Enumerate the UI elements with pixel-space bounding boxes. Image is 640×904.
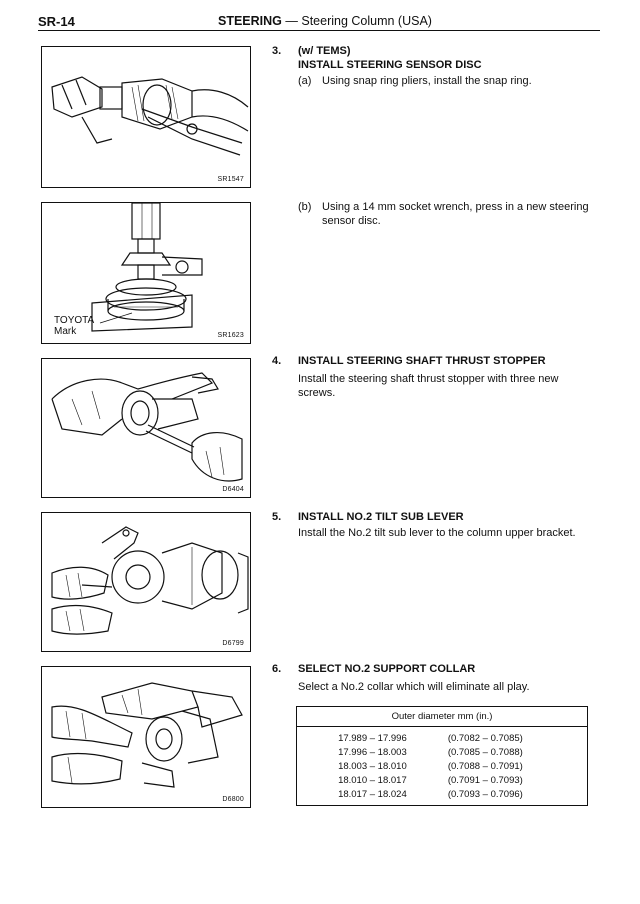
figure-thrust-stopper xyxy=(41,358,251,498)
tilt-sub-lever-illustration xyxy=(42,513,250,651)
substep-text: Using a 14 mm socket wrench, press in a new steering sensor disc. xyxy=(322,201,589,227)
figure-snap-ring-pliers xyxy=(41,46,251,188)
table-row xyxy=(297,746,588,760)
step-6 xyxy=(272,662,602,696)
table-row xyxy=(297,760,588,774)
section-title xyxy=(218,14,432,28)
toyota-mark-callout xyxy=(54,315,94,337)
table-header: Outer diameter mm (in.) xyxy=(297,707,588,727)
substep-label: (a) xyxy=(298,75,312,87)
outer-diameter-in: (0.7082 – 0.7085) xyxy=(447,733,523,744)
thrust-stopper-illustration xyxy=(42,359,250,497)
callout-line-1: TOYOTA xyxy=(54,315,95,326)
step-3b xyxy=(272,200,602,234)
step-body: Install the No.2 tilt sub lever to the column upper bracket. xyxy=(298,527,576,539)
substep-text: Using snap ring pliers, install the snap ring. xyxy=(322,75,532,87)
outer-diameter-in: (0.7091 – 0.7093) xyxy=(447,775,523,786)
step-5 xyxy=(272,510,602,544)
table-row xyxy=(297,788,588,806)
page-code: SR-14 xyxy=(38,14,75,29)
support-collar-illustration xyxy=(42,667,250,807)
figure-code: D6799 xyxy=(222,640,244,647)
outer-diameter-mm: 17.989 – 17.996 xyxy=(338,733,407,744)
section-title-rest: — Steering Column (USA) xyxy=(281,14,432,28)
outer-diameter-in: (0.7085 – 0.7088) xyxy=(447,747,523,758)
step-number: 3. xyxy=(272,45,282,57)
outer-diameter-in: (0.7088 – 0.7091) xyxy=(447,761,523,772)
outer-diameter-in: (0.7093 – 0.7096) xyxy=(447,789,523,800)
table-row xyxy=(297,727,588,746)
snap-ring-illustration xyxy=(42,47,250,187)
figure-code: D6404 xyxy=(222,486,244,493)
callout-line-2: Mark xyxy=(54,326,77,337)
figure-sensor-disc-press xyxy=(41,202,251,344)
step-number: 5. xyxy=(272,511,282,523)
step-title: SELECT NO.2 SUPPORT COLLAR xyxy=(298,663,476,675)
figure-tilt-sub-lever xyxy=(41,512,251,652)
figure-code: SR1623 xyxy=(217,332,244,339)
step-title: INSTALL STEERING SHAFT THRUST STOPPER xyxy=(298,355,546,367)
substep-label: (b) xyxy=(298,201,312,213)
table-row xyxy=(297,774,588,788)
outer-diameter-mm: 18.017 – 18.024 xyxy=(338,789,407,800)
step-body: Install the steering shaft thrust stopper with three new screws. xyxy=(298,373,559,399)
step-body: Select a No.2 collar which will eliminate all play. xyxy=(298,681,530,693)
section-title-bold: STEERING xyxy=(218,14,282,28)
step-number: 6. xyxy=(272,663,282,675)
page-header xyxy=(38,12,600,31)
step-title: INSTALL NO.2 TILT SUB LEVER xyxy=(298,511,464,523)
figure-code: SR1547 xyxy=(217,176,244,183)
step-title-line-2: INSTALL STEERING SENSOR DISC xyxy=(298,59,482,71)
figure-support-collar xyxy=(41,666,251,808)
step-4 xyxy=(272,354,602,400)
outer-diameter-mm: 18.003 – 18.010 xyxy=(338,761,407,772)
figure-code: D6800 xyxy=(222,796,244,803)
step-title-line-1: (w/ TEMS) xyxy=(298,45,351,57)
table-header-row xyxy=(297,707,588,727)
collar-size-table xyxy=(296,706,588,806)
outer-diameter-mm: 18.010 – 18.017 xyxy=(338,775,407,786)
outer-diameter-mm: 17.996 – 18.003 xyxy=(338,747,407,758)
step-number: 4. xyxy=(272,355,282,367)
step-3a xyxy=(272,74,602,94)
